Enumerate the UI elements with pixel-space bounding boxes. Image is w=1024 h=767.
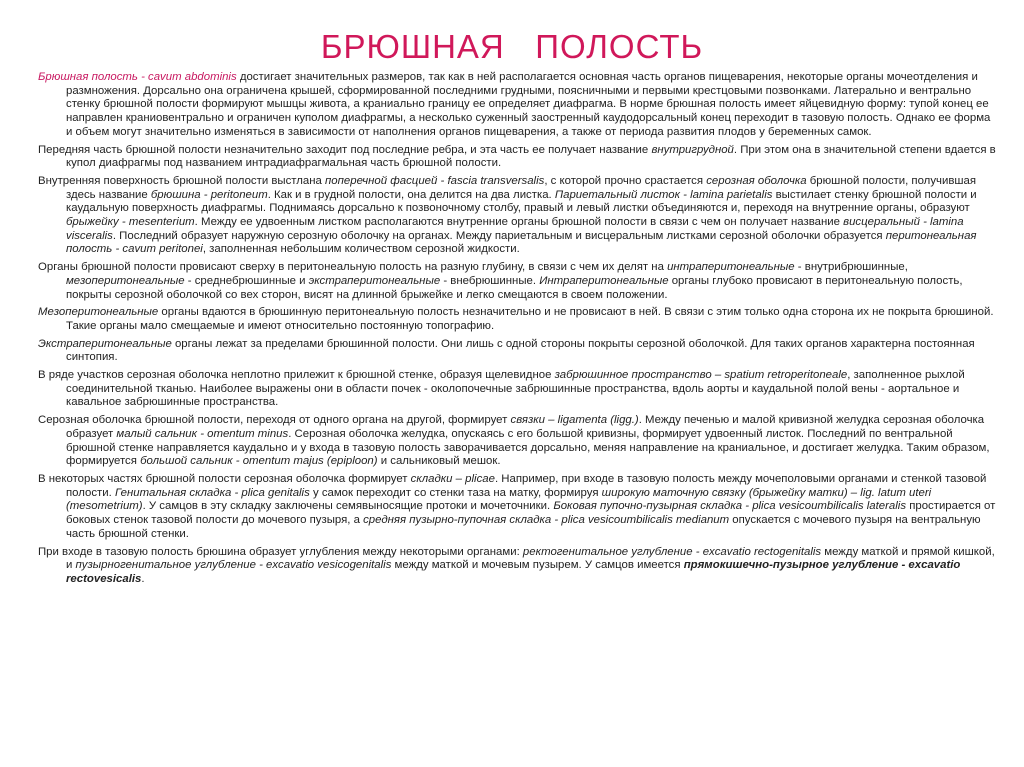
text-run: органы глубоко провисают в перитонеальную полость, покрыты серозной оболочкой со вех сторон, висят на длинной брыжейке и легко смещаются в своем положении.: [66, 274, 963, 301]
body-paragraph: [38, 71, 998, 140]
text-run: опускается с мочевого пузыря на вентральную часть брюшной стенки.: [66, 514, 981, 540]
text-run: выстилает стенку брюшной полости и каудальную поверхность диафрагмы. Поднимаясь дорсально к позвоночному столбу, правый и левый листки объединяются и, переходя на внутренние органы, образуют: [66, 188, 977, 215]
text-run: Брюшная полость - cavum abdominis: [38, 71, 240, 83]
body-paragraph: [38, 261, 998, 302]
text-run: экстраперитонеальные: [308, 274, 441, 287]
text-run: . У самцов в эту складку заключены семявыносящие протоки и мочеточники.: [142, 500, 554, 513]
text-run: - внебрюшинные.: [440, 274, 540, 287]
text-run: . Между печенью и малой кривизной желудка серозная оболочка образует: [66, 414, 985, 440]
body-paragraph: [38, 144, 998, 171]
text-run: Боковая пупочно-пузырная складка - plica vesicoumbilicalis lateralis: [553, 500, 907, 513]
text-run: брюшной полости, получившая здесь название: [66, 174, 977, 201]
text-run: связки – ligamenta (ligg.): [510, 414, 639, 427]
text-run: . При этом она в значительной степени вдается в купол диафрагмы под названием интрадиафрагмальная часть брюшной полости.: [66, 143, 996, 170]
body-paragraph: [38, 473, 998, 542]
text-run: средняя пузырно-пупочная складка - plica vesicoumbilicalis medianum: [363, 514, 730, 527]
text-run: интраперитонеальные: [667, 261, 795, 274]
text-run: .: [141, 572, 145, 585]
text-run: достигает значительных размеров, так как в ней располагается основная часть органов пищеварения, некоторые органы мочеотделения и размножения. Дорсально она ограничена крышей, сформированной последними грудными, поясничными и первыми крестцовыми позвонками. Латерально и вентрально стенку брюшной полости формируют мышцы живота, а краниально границу ее определяет диафрагма. В норме брюшная полость имеет яйцевидную форму: тупой конец ее направлен краниовентрально и ограничен куполом диафрагмы, а несколько суженный заостренный каудодорсальный конец переходит в тазовую полость. Однако ее форма и объем могут значительно изменяться в зависимости от наполнения органов пищеварения, а также от периода развития плодов у беременных самок.: [66, 71, 991, 138]
text-run: Интраперитонеальные: [539, 274, 669, 287]
text-run: и сальниковый мешок.: [377, 455, 501, 468]
text-run: ректогенитальное углубление - excavatio rectogenitalis: [522, 545, 822, 558]
text-run: висцеральный - lamina visceralis: [66, 216, 964, 242]
text-run: В ряде участков серозная оболочка неплотно прилежит к брюшной стенке, образуя щелевидное: [38, 369, 555, 382]
text-run: между маткой и мочевым пузырем. У самцов имеется: [391, 559, 684, 572]
text-run: широкую маточную связку (брыжейку матки) – lig. latum uteri (mesometrium): [66, 486, 932, 513]
text-run: органы вдаются в брюшинную перитонеальную полость незначительно и не провисают в ней. В связи с этим только одна сторона их не покрыта брюшиной. Такие органы мало смещаемые и имеют относительно постоянную топографию.: [66, 306, 994, 332]
text-run: Экстраперитонеальные: [38, 337, 172, 350]
body-paragraph: [38, 338, 998, 365]
text-run: поперечной фасцией - fascia transversalis: [325, 174, 545, 187]
text-run: между маткой и прямой кишкой, и: [66, 545, 995, 572]
text-run: серозная оболочка: [706, 174, 807, 187]
text-run: пузырногенитальное углубление - excavatio vesicogenitalis: [75, 559, 392, 572]
text-run: . Последний образует наружную серозную оболочку на органах. Между париетальным и висцеральным листками серозной оболочки образуется: [112, 229, 886, 242]
text-run: Мезоперитонеальные: [38, 306, 159, 319]
text-run: Органы брюшной полости провисают сверху в перитонеальную полость на разную глубину, в связи с чем их делят на: [38, 261, 668, 274]
slide-title: БРЮШНАЯ ПОЛОСТЬ: [320, 28, 704, 65]
text-run: В некоторых частях брюшной полости серозная оболочка формирует: [38, 472, 411, 485]
text-run: . Между ее удвоенным листком располагаются внутренние органы брюшной полости в связи с чем он получает название: [194, 216, 844, 229]
body-paragraph: [38, 175, 998, 257]
text-run: . Как и в грудной полости, она делится на два листка.: [267, 188, 555, 201]
text-run: . Серозная оболочка желудка, опускаясь с его большой кривизны, формирует удвоенный листок. Последний по вентральной брюшной стенке направляется каудально и у входа в тазовую полость заворачивается дорсально, меняя направление на краниальное, и достигает желудка. Таким образом, формируется: [66, 427, 990, 468]
text-run: перитонеальная полость - cavum peritonei: [66, 229, 977, 256]
text-run: , с которой прочно срастается: [544, 174, 707, 187]
text-run: органы лежат за пределами брюшинной полости. Они лишь с одной стороны покрыты серозной оболочкой. Для таких органов характерна постоянная синтопия.: [66, 337, 975, 364]
text-run: внутригрудной: [651, 143, 734, 156]
text-run: прямокишечно-пузырное углубление - excavatio rectovesicalis: [66, 559, 961, 585]
text-run: , заполненная небольшим количеством серозной жидкости.: [202, 243, 520, 256]
text-run: Серозная оболочка брюшной полости, переходя от одного органа на другой, формирует: [38, 414, 511, 427]
text-run: брюшина - peritoneum: [150, 188, 268, 201]
text-run: , заполненное рыхлой соединительной тканью. Наиболее выражены они в области почек - околопочечные забрюшинные пространства, вдоль аорты и каудальной полой вены - аортальное и кавальное забрюшинные пространства.: [66, 369, 965, 409]
text-run: Внутренняя поверхность брюшной полости выстлана: [38, 174, 326, 187]
text-run: малый сальник - omentum minus: [116, 427, 289, 440]
text-run: складки – plicae: [410, 472, 495, 485]
text-run: - среднебрюшинные и: [184, 274, 309, 287]
body-paragraph: [38, 306, 998, 333]
body-paragraph: [38, 414, 998, 469]
body-paragraph: [38, 546, 998, 587]
slide-body: [38, 71, 998, 591]
text-run: брыжейку - mesenterium: [66, 216, 195, 229]
text-run: мезоперитонеальные: [66, 274, 185, 287]
text-run: Париетальный листок - lamina parietalis: [554, 188, 773, 201]
text-run: Генитальная складка - plica genitalis: [114, 486, 310, 499]
body-paragraph: [38, 369, 998, 410]
text-run: забрюшинное пространство – spatium retroperitoneale: [554, 369, 848, 382]
text-run: - внутрибрюшинные,: [794, 261, 908, 274]
text-run: простирается от боковых стенок тазовой полости до мочевого пузыря, а: [66, 500, 996, 527]
text-run: При входе в тазовую полость брюшина образует углубления между некоторыми органами:: [38, 545, 523, 558]
text-run: Передняя часть брюшной полости незначительно заходит под последние ребра, и эта часть ее получает название: [38, 143, 652, 156]
text-run: . Например, при входе в тазовую полость между мочеполовыми органами и стенкой тазовой полости.: [66, 472, 987, 499]
text-run: большой сальник - omentum majus (epiploon): [140, 455, 378, 468]
text-run: у самок переходит со стенки таза на матку, формируя: [309, 486, 602, 499]
